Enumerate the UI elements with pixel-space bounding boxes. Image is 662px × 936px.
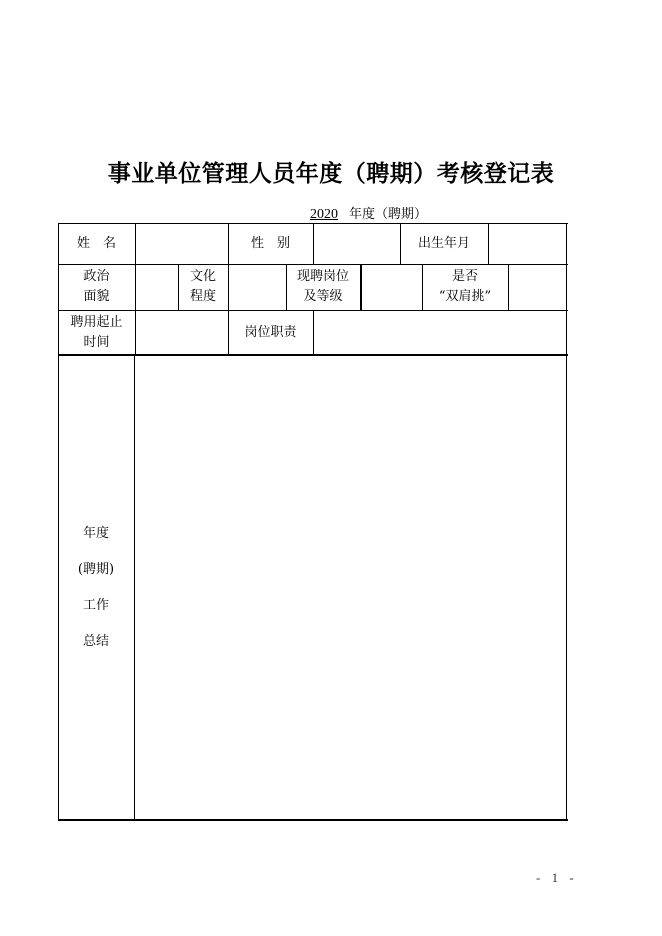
employment-term-input[interactable] — [136, 311, 228, 354]
period-line — [296, 203, 427, 223]
dual-role-label-line2: “双肩挑” — [438, 289, 492, 304]
work-summary-label-line3: 工作 — [82, 597, 109, 613]
current-position-input[interactable] — [362, 265, 422, 310]
employment-term-label-line2: 时间 — [83, 334, 110, 350]
period-suffix: 年度（聘期） — [349, 207, 428, 222]
political-status-label — [58, 264, 135, 310]
birth-date-input[interactable] — [489, 224, 566, 264]
political-status-input[interactable] — [136, 265, 178, 310]
year-field[interactable]: 2020 — [310, 207, 338, 222]
education-label — [178, 264, 228, 310]
work-summary-input[interactable] — [135, 356, 566, 819]
political-status-label-line1: 政治 — [83, 269, 110, 284]
form-title: 事业单位管理人员年度（聘期）考核登记表 — [107, 161, 555, 187]
current-position-label-line2: 及等级 — [303, 289, 343, 304]
work-summary-label-line1: 年度 — [82, 525, 109, 541]
job-duty-label: 岗位职责 — [244, 324, 297, 340]
gender-input[interactable] — [314, 224, 400, 264]
employment-term-label-line1: 聘用起止 — [70, 314, 123, 330]
education-label-line1: 文化 — [189, 269, 216, 284]
education-label-line2: 程度 — [189, 289, 216, 304]
name-input[interactable] — [136, 224, 228, 264]
dual-role-label — [422, 264, 508, 310]
employment-term-label — [58, 310, 135, 355]
current-position-label-line1: 现聘岗位 — [296, 269, 349, 284]
birth-date-label: 出生年月 — [417, 235, 470, 251]
gender-label: 性 别 — [250, 235, 290, 251]
dual-role-input[interactable] — [509, 265, 566, 310]
table-border-right — [566, 223, 567, 820]
page-number: - 1 - — [536, 870, 578, 885]
political-status-label-line2: 面貌 — [83, 289, 110, 304]
work-summary-label-line4: 总结 — [82, 633, 109, 649]
current-position-label — [286, 264, 360, 310]
work-summary-label-line2: (聘期) — [77, 561, 115, 577]
education-input[interactable] — [229, 265, 286, 310]
dual-role-label-line1: 是否 — [451, 269, 478, 284]
work-summary-label — [58, 356, 134, 819]
job-duty-input[interactable] — [314, 311, 566, 354]
name-label: 姓 名 — [76, 235, 116, 251]
